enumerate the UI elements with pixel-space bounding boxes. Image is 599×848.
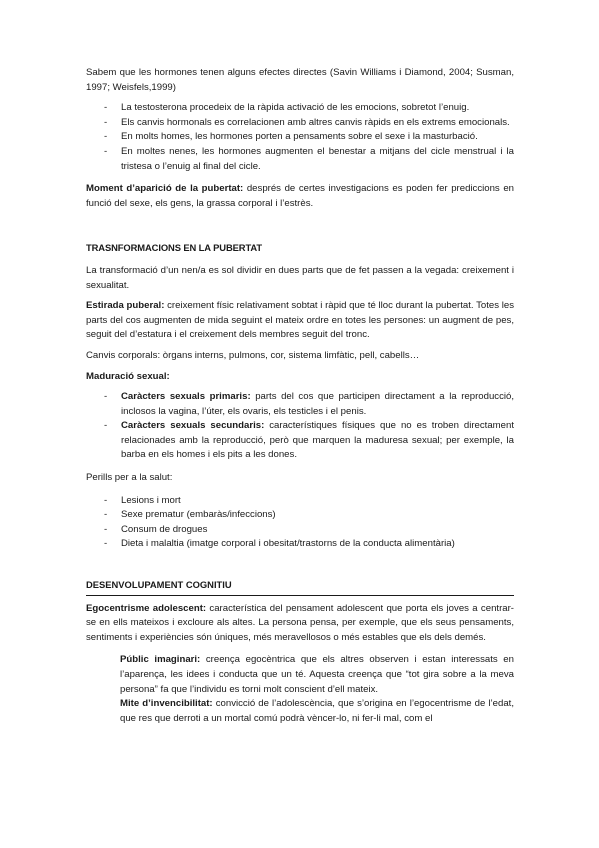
hormone-effects-list	[86, 101, 514, 174]
onset-term: Moment d’aparició de la pubertat:	[86, 183, 244, 195]
imaginary-audience-term: Públic imaginari:	[120, 654, 201, 666]
growth-term: Estirada puberal:	[86, 300, 165, 312]
list-item: - Sexe prematur (embaràs/infeccions)	[86, 508, 514, 523]
list-item: - La testosterona procedeix de la ràpida activació de les emocions, sobretot l’enuig.	[86, 101, 514, 116]
egocentrism-text: característica del pensament adolescent que porta els joves a centrar-se en ells mateixos i excloure als altes. La persona pensa, per exemple, que els seus pensaments, sentiments i experiències són úniques, més meravellosos o més estables que els dels demés.	[86, 602, 514, 643]
list-item: - En molts homes, les hormones porten a pensaments sobre el sexe i la masturbació.	[86, 130, 514, 145]
bullet-dash: -	[104, 494, 108, 506]
list-item: - Caràcters sexuals primaris: parts del cos que participen directament a la reproducció, inclosos la vagina, l’úter, els ovaris, els testicles i el penis.	[104, 391, 515, 417]
bullet-dash: -	[104, 145, 108, 157]
bullet-dash: -	[104, 509, 108, 521]
bullet-dash: -	[104, 131, 108, 143]
list-item: - Caràcters sexuals secundaris: característiques físiques que no es troben directament relacionades amb la reproducció, però que marquen la maduresa sexual; per exemple, la barba en els homes i els pits a les dones.	[104, 420, 515, 461]
transformation-paragraph: La transformació d’un nen/a es sol dividir en dues parts que de fet passen a la vegada: creixement i sexualitat.	[86, 264, 514, 291]
document-page	[86, 66, 514, 726]
intro-paragraph: Sabem que les hormones tenen alguns efectes directes (Savin Williams i Diamond, 2004; Susman, 1997; Weisfels,1999)	[86, 67, 514, 93]
list-item: - Lesions i mort	[86, 494, 514, 509]
section-heading-transformations: TRASNFORMACIONS EN LA PUBERTAT	[86, 242, 262, 254]
onset-text: després de certes investigacions es poden fer prediccions en funció del sexe, els gens, la grassa corporal i l’estrès.	[86, 183, 514, 209]
sexual-characteristics-list	[86, 390, 514, 463]
invincibility-term: Mite d’invencibilitat:	[120, 698, 213, 710]
bullet-dash: -	[104, 391, 108, 403]
health-risks-list	[86, 494, 514, 552]
list-item: - En moltes nenes, les hormones augmenten el benestar a mitjans del cicle menstrual i la tristesa o l’enuig al final del cicle.	[104, 145, 514, 172]
invincibility-text: convicció de l’adolescència, que s’origina en l’egocentrisme de l’edat, que res que derroti a un mortal comú podrà vèncer-lo, ni fer-li mal, com el	[120, 698, 514, 724]
egocentrism-subitems	[86, 653, 514, 726]
bullet-dash: -	[104, 116, 108, 128]
list-item: - Consum de drogues	[86, 523, 514, 538]
egocentrism-paragraph	[86, 602, 514, 646]
onset-paragraph	[86, 182, 514, 211]
growth-text: creixement físic relativament sobtat i ràpid que té lloc durant la pubertat. Totes les parts del cos augmenten de mida seguint el mateix ordre en totes les persones: un augment de pes, seguit del d’estatura i el creixement dels membres seguit del tronc.	[86, 300, 514, 341]
list-item: - Dieta i malaltia (imatge corporal i obesitat/trastorns de la conducta alimentària)	[86, 537, 514, 552]
bullet-dash: -	[104, 102, 108, 114]
body-changes-paragraph: Canvis corporals: òrgans interns, pulmons, cor, sistema limfàtic, pell, cabells…	[86, 349, 420, 361]
imaginary-audience-paragraph	[120, 653, 514, 697]
imaginary-audience-text: creença egocèntrica que els altres observen i estan interessats en l’aparença, les idees i conducta que un té. Aquesta creença que “tot gira sobre a la meva persona” fa que l’individu es torni molt conscient d’ell mateix.	[120, 654, 514, 695]
list-item: - Els canvis hormonals es correlacionen amb altres canvis ràpids en els extrems emocionals.	[86, 116, 514, 131]
section-heading-cognitive: DESENVOLUPAMENT COGNITIU	[86, 578, 514, 596]
sexual-maturation-heading: Maduració sexual:	[86, 370, 170, 382]
bullet-dash: -	[104, 523, 108, 535]
egocentrism-term: Egocentrisme adolescent:	[86, 602, 207, 614]
health-risks-label: Perills per a la salut:	[86, 472, 173, 484]
bullet-dash: -	[104, 538, 108, 550]
growth-paragraph	[86, 299, 514, 343]
invincibility-paragraph	[120, 697, 514, 726]
bullet-dash: -	[104, 420, 108, 432]
